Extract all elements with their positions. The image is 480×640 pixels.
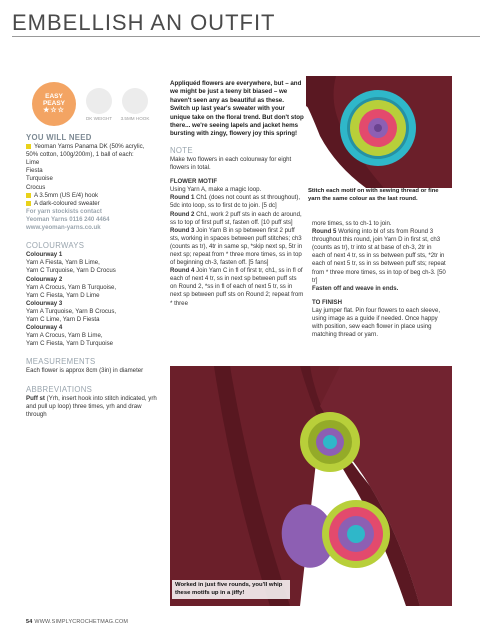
abbreviation-entry	[26, 395, 158, 419]
badge-peasy-label: PEASY	[42, 100, 66, 107]
round-continued: more times, ss to ch-1 to join.	[312, 220, 392, 227]
stockists-line: Yeoman Yarns 0116 240 4464	[26, 215, 110, 223]
bullet-icon	[26, 144, 31, 149]
page-title: EMBELLISH AN OUTFIT	[12, 10, 276, 35]
colourway-line: Yarn A Crocus, Yarn B Lime,	[26, 332, 103, 340]
badge-easy-label: EASY	[45, 93, 63, 100]
materials-item: Turquoise	[26, 175, 53, 183]
colourway-name: Colourway 3	[26, 299, 63, 307]
sweater-sleeve-photo	[170, 366, 452, 606]
hook-label: 3.5MM HOOK	[120, 116, 150, 121]
colourway-line: Yarn C Turquoise, Yarn D Crocus	[26, 267, 116, 275]
footer-url: WWW.SIMPLYCROCHETMAG.COM	[34, 619, 129, 625]
bottom-photo-caption: Worked in just five rounds, you'll whip these motifs up in a jiffy!	[172, 580, 290, 599]
sleeve-photo-top	[306, 76, 452, 188]
stockists-line: For yarn stockists contact	[26, 207, 102, 215]
round-instruction: Round 1 Ch1 (does not count as st throughout), 5dc into loop, ss to first dc to join. [5 dc]	[170, 194, 301, 210]
colourway-line: Yarn A Crocus, Yarn B Turquoise,	[26, 283, 117, 291]
colourway-line: Yarn C Fiesta, Yarn D Lime	[26, 291, 100, 299]
round-instruction: Round 4 Join Yarn C in fl of first tr, ch1, ss in fl of each of next 4 tr, ss in next sp between puff sts on Round 2, *ss in fl of each of next 5 tr, ss in next sp between puff sts on Round 2; repeat from * three	[170, 267, 304, 307]
note-text: Make two flowers in each colourway for eight flowers in total.	[170, 155, 292, 172]
colourway-name: Colourway 2	[26, 275, 63, 283]
intro-text: Appliquéd flowers are everywhere, but – and we might be just a teeny bit biased – we haven't seen any as beautiful as these. Switch up last year's sweater with your unique take on the floral trend. But don't stop there... we're seeing lapels and jacket hems bursting with zingy, flowery joy this spring!	[170, 80, 304, 138]
stockists-url: www.yeoman-yarns.co.uk	[26, 224, 101, 232]
you-will-need-title: YOU WILL NEED	[26, 133, 92, 142]
flower-motif-title: FLOWER MOTIF	[170, 178, 218, 186]
materials-item: Yeoman Yarns Panama DK (50% acrylic, 50% cotton, 100g/200m), 1 ball of each:	[26, 143, 145, 159]
badges	[26, 82, 158, 128]
colourways-title: COLOURWAYS	[26, 241, 85, 251]
measurements-text: Each flower is approx 8cm (3in) in diameter	[26, 367, 144, 375]
page-number: 54	[26, 619, 33, 625]
colourway-name: Colourway 4	[26, 324, 63, 332]
measurements-title: MEASUREMENTS	[26, 357, 96, 367]
materials-item: A dark-coloured sweater	[26, 200, 158, 208]
left-column	[26, 82, 158, 419]
fasten-off-line: Fasten off and weave in ends.	[312, 284, 399, 292]
materials-item: Crocus	[26, 183, 46, 191]
colourway-line: Yarn C Fiesta, Yarn D Turquoise	[26, 340, 114, 348]
flower-motif-lead: Using Yarn A, make a magic loop.	[170, 186, 262, 194]
to-finish-text: Lay jumper flat. Pin four flowers to each sleeve, using image as a guide if needed. Once happy with position, sew each flower in place using matching thread or yarn.	[312, 306, 441, 339]
round-instruction: Round 5 Working into bl of sts from Round 3 throughout this round, join Yarn D in first st, ch3 (counts as tr), tr into st at base of ch-3, 2tr in each of next 4 tr, ss in ss between puff sts, *2tr in each of next 5 tr, ss in ss between puff sts; repeat from * three more times, ss in top of beg ch-3. [50 tr]	[312, 228, 446, 284]
bullet-icon	[26, 201, 31, 206]
crochet-flower-photo	[306, 76, 452, 188]
star-rating-icon: ★☆☆	[43, 107, 65, 114]
weight-label: DK WEIGHT	[85, 116, 113, 121]
abbreviation-term: Puff st	[26, 394, 45, 402]
header-rule	[12, 36, 480, 37]
round-instruction: Round 2 Ch1, work 2 puff sts in each dc around, ss to top of first puff st, fasten off. [10 puff sts]	[170, 210, 302, 226]
to-finish-title: TO FINISH	[312, 298, 343, 306]
round-instruction: Round 3 Join Yarn B in sp between first 2 puff sts, working in spaces between puff stitches; ch3 (counts as tr), 4tr in same sp, *skip next sp, 5tr in next sp; repeat from * three more times, ss in top of beginning ch-3, fasten off. [5 fans]	[170, 226, 303, 267]
colourway-line: Yarn A Fiesta, Yarn B Lime,	[26, 259, 100, 267]
abbreviation-text: (Yrh, insert hook into stitch indicated, yrh and pull up loop) three times, yrh and draw through	[26, 394, 157, 418]
colourway-name: Colourway 1	[26, 251, 63, 259]
materials-item: Fiesta	[26, 167, 43, 175]
page-footer	[26, 619, 128, 625]
materials-item: Lime	[26, 159, 40, 167]
note-title: NOTE	[170, 145, 193, 155]
right-column	[312, 220, 446, 339]
easy-peasy-badge	[32, 82, 76, 126]
hook-size-icon	[122, 88, 148, 114]
middle-column	[170, 80, 304, 308]
colourway-line: Yarn C Lime, Yarn D Fiesta	[26, 315, 100, 323]
bullet-icon	[26, 193, 31, 198]
colourway-line: Yarn A Turquoise, Yarn B Crocus,	[26, 307, 117, 315]
top-photo-caption: Stitch each motif on with sewing thread or fine yarn the same colour as the last round.	[308, 188, 439, 202]
abbreviations-title: ABBREVIATIONS	[26, 384, 93, 394]
sleeve-photo-bottom	[170, 366, 452, 606]
materials-item: A 3.5mm (US E/4) hook	[26, 192, 158, 200]
yarn-weight-icon	[86, 88, 112, 114]
